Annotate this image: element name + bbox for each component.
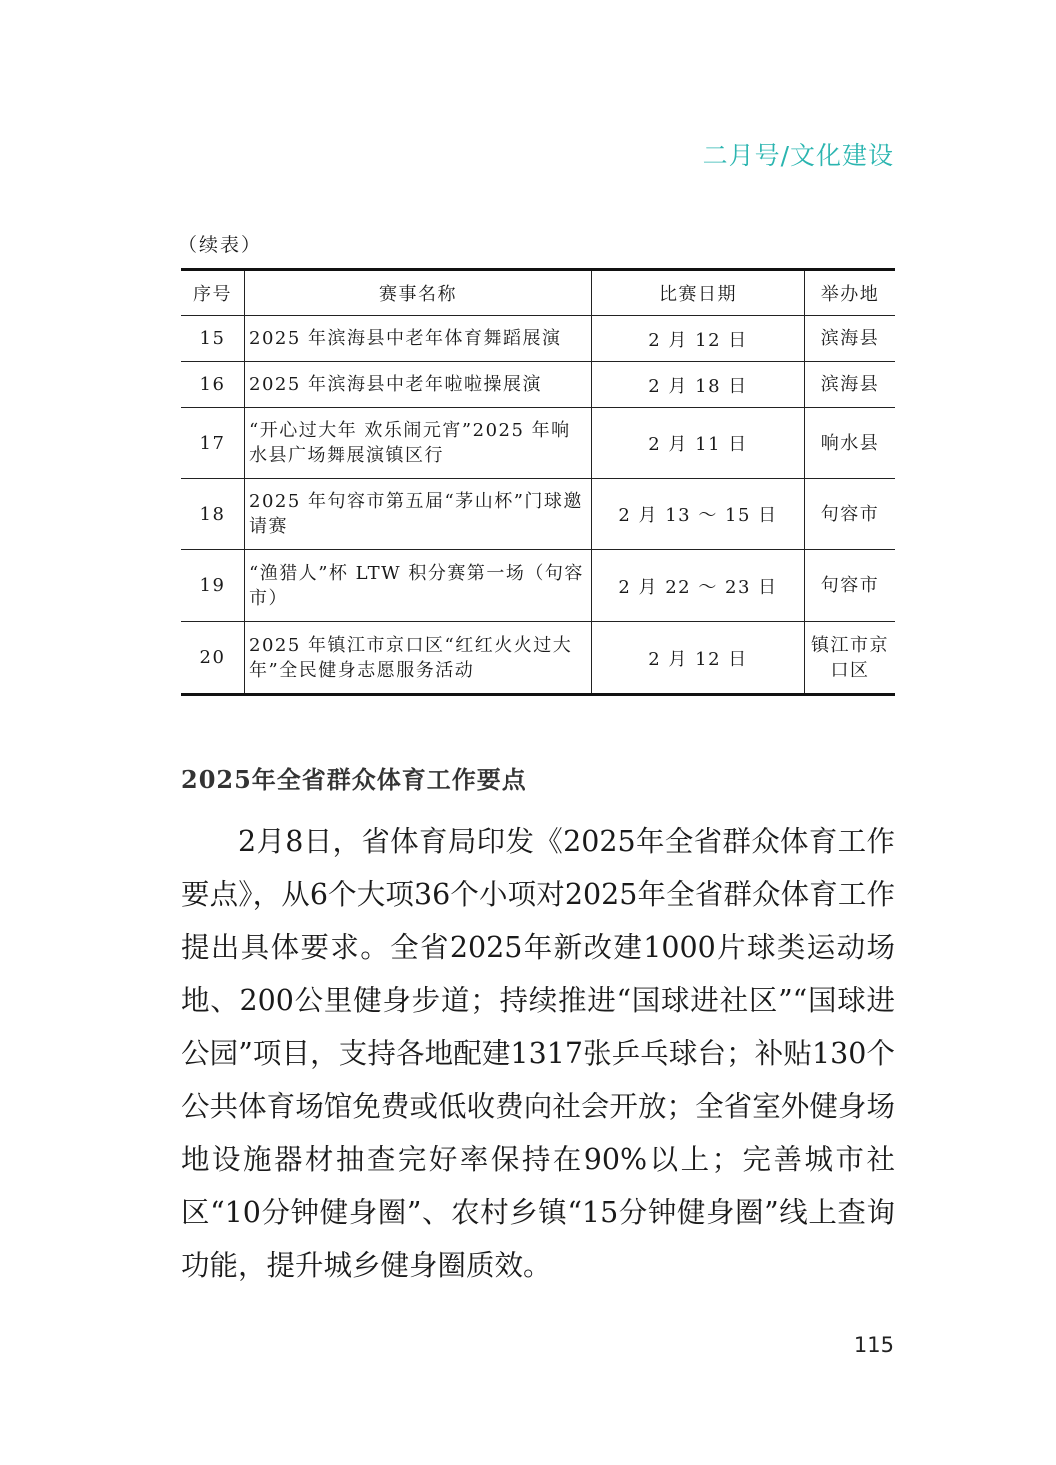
cell-num: 18 [181,479,245,550]
cell-num: 17 [181,408,245,479]
cell-name: “开心过大年 欢乐闹元宵”2025 年响水县广场舞展演镇区行 [245,408,592,479]
article-heading: 2025年全省群众体育工作要点 [181,765,527,794]
page-number: 115 [853,1333,894,1357]
cell-name: 2025 年镇江市京口区“红红火火过大年”全民健身志愿服务活动 [245,622,592,695]
cell-place: 句容市 [805,479,896,550]
table-row [181,479,895,550]
cell-place: 响水县 [805,408,896,479]
cell-name: “渔猎人”杯 LTW 积分赛第一场（句容市） [245,550,592,622]
header-name: 赛事名称 [245,270,592,316]
table-row [181,316,895,362]
cell-date: 2 月 22 ～ 23 日 [592,550,805,622]
article-paragraph: 2月8日，省体育局印发《2025年全省群众体育工作要点》，从6个大项36个小项对2025年全省群众体育工作提出具体要求。全省2025年新改建1000片球类运动场地、200公里健身步道；持续推进“国球进社区”“国球进公园”项目，支持各地配建1317张乒乓球台；补贴130个公共体育场馆免费或低收费向社会开放；全省室外健身场地设施器材抽查完好率保持在90%以上；完善城市社区“10分钟健身圈”、农村乡镇“15分钟健身圈”线上查询功能，提升城乡健身圈质效。 [181,825,895,1282]
table-caption: （续表） [178,234,263,256]
cell-num: 15 [181,316,245,362]
table-row [181,622,895,695]
cell-date: 2 月 11 日 [592,408,805,479]
header-place: 举办地 [805,270,896,316]
header-num: 序号 [181,270,245,316]
cell-name: 2025 年句容市第五届“茅山杯”门球邀请赛 [245,479,592,550]
cell-place: 滨海县 [805,362,896,408]
header-date: 比赛日期 [592,270,805,316]
table-row [181,362,895,408]
cell-date: 2 月 12 日 [592,316,805,362]
cell-name: 2025 年滨海县中老年啦啦操展演 [245,362,592,408]
cell-num: 16 [181,362,245,408]
cell-place: 滨海县 [805,316,896,362]
cell-name: 2025 年滨海县中老年体育舞蹈展演 [245,316,592,362]
table-header-row [181,270,895,316]
events-table [181,268,895,696]
cell-place: 镇江市京口区 [805,622,896,695]
cell-date: 2 月 12 日 [592,622,805,695]
cell-place: 句容市 [805,550,896,622]
cell-date: 2 月 13 ～ 15 日 [592,479,805,550]
cell-date: 2 月 18 日 [592,362,805,408]
table-row [181,550,895,622]
cell-num: 19 [181,550,245,622]
section-header: 二月号/文化建设 [702,141,894,170]
table-row [181,408,895,479]
cell-num: 20 [181,622,245,695]
